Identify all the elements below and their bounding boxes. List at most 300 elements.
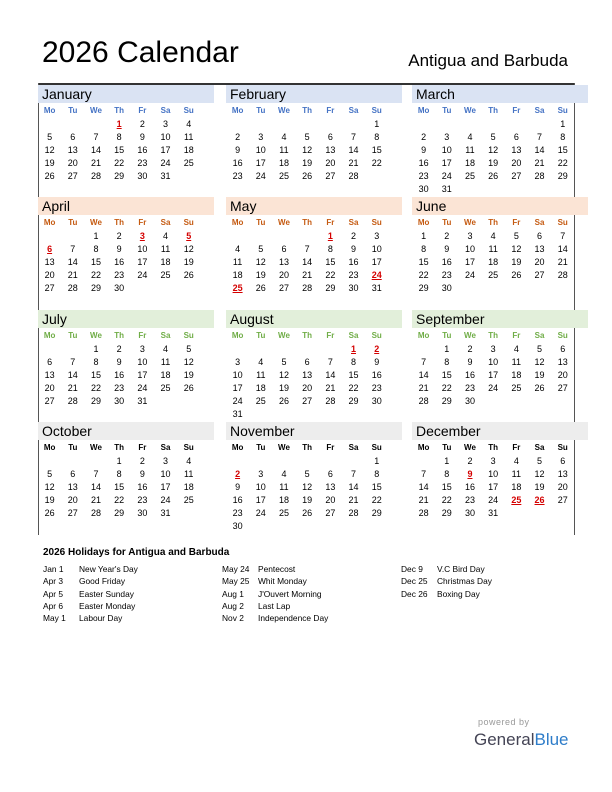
day-cell[interactable]: 26 bbox=[183, 383, 194, 393]
day-cell[interactable]: 3 bbox=[163, 119, 169, 129]
day-cell[interactable]: 15 bbox=[114, 145, 125, 155]
day-cell[interactable]: 20 bbox=[325, 158, 336, 168]
day-cell[interactable]: 6 bbox=[47, 244, 53, 254]
day-cell[interactable]: 4 bbox=[513, 344, 519, 354]
day-cell[interactable]: 22 bbox=[348, 383, 359, 393]
day-cell[interactable]: 9 bbox=[235, 145, 241, 155]
day-cell[interactable]: 6 bbox=[560, 456, 566, 466]
day-cell[interactable]: 10 bbox=[488, 357, 499, 367]
day-cell[interactable]: 2 bbox=[139, 119, 145, 129]
day-cell[interactable]: 9 bbox=[116, 357, 122, 367]
day-cell[interactable]: 22 bbox=[441, 383, 452, 393]
day-cell[interactable]: 23 bbox=[114, 270, 125, 280]
day-cell[interactable]: 18 bbox=[511, 370, 522, 380]
day-cell[interactable]: 6 bbox=[70, 132, 76, 142]
day-cell[interactable]: 31 bbox=[441, 184, 452, 194]
day-cell[interactable]: 11 bbox=[488, 244, 498, 254]
day-cell[interactable]: 19 bbox=[44, 158, 55, 168]
day-cell[interactable]: 19 bbox=[488, 158, 499, 168]
day-cell[interactable]: 12 bbox=[44, 145, 55, 155]
day-cell[interactable]: 21 bbox=[67, 383, 78, 393]
day-cell[interactable]: 23 bbox=[371, 383, 382, 393]
day-cell[interactable]: 13 bbox=[44, 257, 55, 267]
day-cell[interactable]: 4 bbox=[281, 469, 287, 479]
day-cell[interactable]: 28 bbox=[90, 508, 101, 518]
day-cell[interactable]: 12 bbox=[278, 370, 289, 380]
day-cell[interactable]: 18 bbox=[232, 270, 243, 280]
day-cell[interactable]: 17 bbox=[441, 158, 452, 168]
day-cell[interactable]: 17 bbox=[255, 158, 266, 168]
day-cell[interactable]: 5 bbox=[281, 357, 287, 367]
day-cell[interactable]: 23 bbox=[441, 270, 452, 280]
day-cell[interactable]: 30 bbox=[441, 283, 452, 293]
day-cell[interactable]: 23 bbox=[418, 171, 429, 181]
day-cell[interactable]: 24 bbox=[488, 495, 499, 505]
day-cell[interactable]: 26 bbox=[302, 508, 313, 518]
day-cell[interactable]: 24 bbox=[137, 383, 148, 393]
day-cell[interactable]: 12 bbox=[183, 244, 194, 254]
day-cell[interactable]: 21 bbox=[90, 158, 101, 168]
day-cell[interactable]: 14 bbox=[418, 370, 429, 380]
day-cell[interactable]: 27 bbox=[511, 171, 522, 181]
day-cell[interactable]: 11 bbox=[511, 357, 522, 367]
day-cell[interactable]: 2 bbox=[444, 231, 450, 241]
day-cell[interactable]: 12 bbox=[255, 257, 266, 267]
day-cell[interactable]: 21 bbox=[90, 495, 101, 505]
day-cell[interactable]: 9 bbox=[467, 469, 473, 479]
day-cell[interactable]: 27 bbox=[278, 283, 289, 293]
day-cell[interactable]: 20 bbox=[67, 495, 78, 505]
day-cell[interactable]: 28 bbox=[348, 508, 359, 518]
day-cell[interactable]: 4 bbox=[186, 119, 192, 129]
day-cell[interactable]: 19 bbox=[302, 158, 313, 168]
day-cell[interactable]: 25 bbox=[464, 171, 475, 181]
day-cell[interactable]: 16 bbox=[464, 370, 475, 380]
day-cell[interactable]: 28 bbox=[67, 283, 78, 293]
day-cell[interactable]: 5 bbox=[304, 469, 310, 479]
day-cell[interactable]: 18 bbox=[278, 158, 289, 168]
day-cell[interactable]: 24 bbox=[160, 495, 171, 505]
day-cell[interactable]: 25 bbox=[511, 383, 522, 393]
day-cell[interactable]: 30 bbox=[348, 283, 359, 293]
day-cell[interactable]: 27 bbox=[302, 396, 313, 406]
day-cell[interactable]: 10 bbox=[160, 469, 171, 479]
day-cell[interactable]: 21 bbox=[557, 257, 568, 267]
day-cell[interactable]: 15 bbox=[441, 370, 452, 380]
day-cell[interactable]: 29 bbox=[557, 171, 568, 181]
day-cell[interactable]: 2 bbox=[351, 231, 357, 241]
day-cell[interactable]: 11 bbox=[160, 244, 171, 254]
day-cell[interactable]: 14 bbox=[90, 145, 101, 155]
day-cell[interactable]: 2 bbox=[374, 344, 380, 354]
day-cell[interactable]: 6 bbox=[304, 357, 310, 367]
day-cell[interactable]: 15 bbox=[557, 145, 568, 155]
day-cell[interactable]: 3 bbox=[139, 231, 145, 241]
day-cell[interactable]: 22 bbox=[557, 158, 568, 168]
day-cell[interactable]: 1 bbox=[444, 344, 450, 354]
day-cell[interactable]: 27 bbox=[44, 396, 55, 406]
day-cell[interactable]: 12 bbox=[44, 482, 55, 492]
day-cell[interactable]: 25 bbox=[488, 270, 499, 280]
day-cell[interactable]: 14 bbox=[67, 257, 78, 267]
day-cell[interactable]: 28 bbox=[348, 171, 359, 181]
day-cell[interactable]: 28 bbox=[534, 171, 545, 181]
day-cell[interactable]: 6 bbox=[560, 344, 566, 354]
day-cell[interactable]: 26 bbox=[278, 396, 289, 406]
day-cell[interactable]: 2 bbox=[467, 456, 473, 466]
day-cell[interactable]: 30 bbox=[114, 283, 125, 293]
day-cell[interactable]: 22 bbox=[325, 270, 336, 280]
day-cell[interactable]: 8 bbox=[116, 132, 122, 142]
day-cell[interactable]: 15 bbox=[114, 482, 125, 492]
day-cell[interactable]: 17 bbox=[371, 257, 382, 267]
day-cell[interactable]: 7 bbox=[327, 357, 333, 367]
day-cell[interactable]: 22 bbox=[90, 383, 101, 393]
day-cell[interactable]: 7 bbox=[351, 469, 357, 479]
day-cell[interactable]: 17 bbox=[488, 370, 499, 380]
day-cell[interactable]: 16 bbox=[137, 482, 148, 492]
day-cell[interactable]: 6 bbox=[281, 244, 287, 254]
day-cell[interactable]: 18 bbox=[255, 383, 266, 393]
day-cell[interactable]: 19 bbox=[183, 257, 194, 267]
day-cell[interactable]: 10 bbox=[160, 132, 171, 142]
day-cell[interactable]: 9 bbox=[467, 357, 473, 367]
day-cell[interactable]: 3 bbox=[490, 456, 496, 466]
day-cell[interactable]: 23 bbox=[464, 383, 475, 393]
day-cell[interactable]: 27 bbox=[67, 508, 78, 518]
day-cell[interactable]: 5 bbox=[513, 231, 519, 241]
day-cell[interactable]: 14 bbox=[534, 145, 545, 155]
day-cell[interactable]: 15 bbox=[418, 257, 429, 267]
day-cell[interactable]: 13 bbox=[67, 482, 78, 492]
day-cell[interactable]: 10 bbox=[137, 244, 148, 254]
day-cell[interactable]: 30 bbox=[418, 184, 429, 194]
day-cell[interactable]: 30 bbox=[232, 521, 243, 531]
day-cell[interactable]: 25 bbox=[160, 383, 171, 393]
day-cell[interactable]: 28 bbox=[90, 171, 101, 181]
day-cell[interactable]: 24 bbox=[255, 508, 266, 518]
day-cell[interactable]: 2 bbox=[139, 456, 145, 466]
day-cell[interactable]: 29 bbox=[325, 283, 336, 293]
day-cell[interactable]: 22 bbox=[90, 270, 101, 280]
day-cell[interactable]: 11 bbox=[279, 482, 289, 492]
day-cell[interactable]: 11 bbox=[160, 357, 171, 367]
day-cell[interactable]: 8 bbox=[444, 357, 450, 367]
day-cell[interactable]: 4 bbox=[467, 132, 473, 142]
day-cell[interactable]: 6 bbox=[537, 231, 543, 241]
day-cell[interactable]: 26 bbox=[534, 383, 545, 393]
day-cell[interactable]: 26 bbox=[302, 171, 313, 181]
day-cell[interactable]: 29 bbox=[90, 396, 101, 406]
day-cell[interactable]: 4 bbox=[235, 244, 241, 254]
day-cell[interactable]: 22 bbox=[371, 495, 382, 505]
day-cell[interactable]: 8 bbox=[374, 132, 380, 142]
day-cell[interactable]: 11 bbox=[184, 132, 194, 142]
day-cell[interactable]: 22 bbox=[418, 270, 429, 280]
day-cell[interactable]: 5 bbox=[304, 132, 310, 142]
day-cell[interactable]: 18 bbox=[160, 257, 171, 267]
day-cell[interactable]: 5 bbox=[490, 132, 496, 142]
day-cell[interactable]: 27 bbox=[557, 383, 568, 393]
day-cell[interactable]: 3 bbox=[444, 132, 450, 142]
day-cell[interactable]: 17 bbox=[255, 495, 266, 505]
day-cell[interactable]: 18 bbox=[464, 158, 475, 168]
day-cell[interactable]: 19 bbox=[255, 270, 266, 280]
day-cell[interactable]: 9 bbox=[374, 357, 380, 367]
day-cell[interactable]: 27 bbox=[67, 171, 78, 181]
day-cell[interactable]: 24 bbox=[160, 158, 171, 168]
day-cell[interactable]: 1 bbox=[93, 344, 99, 354]
day-cell[interactable]: 23 bbox=[137, 495, 148, 505]
day-cell[interactable]: 6 bbox=[70, 469, 76, 479]
day-cell[interactable]: 17 bbox=[232, 383, 243, 393]
day-cell[interactable]: 2 bbox=[467, 344, 473, 354]
day-cell[interactable]: 25 bbox=[183, 158, 194, 168]
day-cell[interactable]: 24 bbox=[441, 171, 452, 181]
day-cell[interactable]: 14 bbox=[557, 244, 568, 254]
day-cell[interactable]: 28 bbox=[302, 283, 313, 293]
day-cell[interactable]: 17 bbox=[137, 370, 148, 380]
day-cell[interactable]: 7 bbox=[93, 469, 99, 479]
day-cell[interactable]: 17 bbox=[160, 145, 171, 155]
day-cell[interactable]: 14 bbox=[325, 370, 336, 380]
day-cell[interactable]: 4 bbox=[513, 456, 519, 466]
day-cell[interactable]: 29 bbox=[441, 508, 452, 518]
day-cell[interactable]: 14 bbox=[67, 370, 78, 380]
day-cell[interactable]: 20 bbox=[557, 370, 568, 380]
day-cell[interactable]: 18 bbox=[511, 482, 522, 492]
day-cell[interactable]: 4 bbox=[258, 357, 264, 367]
day-cell[interactable]: 23 bbox=[114, 383, 125, 393]
day-cell[interactable]: 7 bbox=[421, 357, 427, 367]
day-cell[interactable]: 29 bbox=[441, 396, 452, 406]
day-cell[interactable]: 8 bbox=[351, 357, 357, 367]
day-cell[interactable]: 19 bbox=[302, 495, 313, 505]
day-cell[interactable]: 13 bbox=[302, 370, 313, 380]
day-cell[interactable]: 18 bbox=[183, 145, 194, 155]
day-cell[interactable]: 19 bbox=[534, 370, 545, 380]
day-cell[interactable]: 29 bbox=[348, 396, 359, 406]
day-cell[interactable]: 22 bbox=[441, 495, 452, 505]
day-cell[interactable]: 19 bbox=[278, 383, 289, 393]
day-cell[interactable]: 8 bbox=[560, 132, 566, 142]
day-cell[interactable]: 20 bbox=[44, 270, 55, 280]
day-cell[interactable]: 23 bbox=[232, 171, 243, 181]
day-cell[interactable]: 15 bbox=[325, 257, 336, 267]
day-cell[interactable]: 24 bbox=[255, 171, 266, 181]
day-cell[interactable]: 21 bbox=[348, 495, 359, 505]
day-cell[interactable]: 11 bbox=[511, 469, 522, 479]
day-cell[interactable]: 20 bbox=[302, 383, 313, 393]
brand-logo[interactable] bbox=[474, 730, 569, 750]
day-cell[interactable]: 26 bbox=[488, 171, 499, 181]
day-cell[interactable]: 18 bbox=[183, 482, 194, 492]
day-cell[interactable]: 11 bbox=[256, 370, 266, 380]
day-cell[interactable]: 24 bbox=[488, 383, 499, 393]
day-cell[interactable]: 19 bbox=[183, 370, 194, 380]
day-cell[interactable]: 23 bbox=[232, 508, 243, 518]
day-cell[interactable]: 28 bbox=[557, 270, 568, 280]
day-cell[interactable]: 13 bbox=[534, 244, 545, 254]
day-cell[interactable]: 3 bbox=[258, 132, 264, 142]
day-cell[interactable]: 9 bbox=[421, 145, 427, 155]
day-cell[interactable]: 7 bbox=[560, 231, 566, 241]
day-cell[interactable]: 28 bbox=[418, 396, 429, 406]
day-cell[interactable]: 25 bbox=[511, 495, 522, 505]
day-cell[interactable]: 20 bbox=[325, 495, 336, 505]
day-cell[interactable]: 31 bbox=[137, 396, 148, 406]
day-cell[interactable]: 10 bbox=[441, 145, 452, 155]
day-cell[interactable]: 13 bbox=[325, 482, 336, 492]
day-cell[interactable]: 7 bbox=[304, 244, 310, 254]
day-cell[interactable]: 21 bbox=[325, 383, 336, 393]
day-cell[interactable]: 6 bbox=[513, 132, 519, 142]
day-cell[interactable]: 21 bbox=[67, 270, 78, 280]
day-cell[interactable]: 30 bbox=[114, 396, 125, 406]
day-cell[interactable]: 25 bbox=[278, 171, 289, 181]
day-cell[interactable]: 20 bbox=[44, 383, 55, 393]
day-cell[interactable]: 15 bbox=[371, 482, 382, 492]
day-cell[interactable]: 22 bbox=[114, 495, 125, 505]
day-cell[interactable]: 1 bbox=[351, 344, 357, 354]
day-cell[interactable]: 23 bbox=[348, 270, 359, 280]
day-cell[interactable]: 9 bbox=[235, 482, 241, 492]
day-cell[interactable]: 15 bbox=[441, 482, 452, 492]
day-cell[interactable]: 21 bbox=[534, 158, 545, 168]
day-cell[interactable]: 27 bbox=[325, 171, 336, 181]
day-cell[interactable]: 17 bbox=[464, 257, 475, 267]
day-cell[interactable]: 31 bbox=[160, 508, 171, 518]
day-cell[interactable]: 7 bbox=[70, 357, 76, 367]
day-cell[interactable]: 14 bbox=[348, 145, 359, 155]
day-cell[interactable]: 12 bbox=[534, 469, 545, 479]
day-cell[interactable]: 17 bbox=[488, 482, 499, 492]
day-cell[interactable]: 15 bbox=[348, 370, 359, 380]
day-cell[interactable]: 19 bbox=[534, 482, 545, 492]
day-cell[interactable]: 25 bbox=[232, 283, 243, 293]
day-cell[interactable]: 26 bbox=[183, 270, 194, 280]
day-cell[interactable]: 16 bbox=[418, 158, 429, 168]
day-cell[interactable]: 26 bbox=[511, 270, 522, 280]
day-cell[interactable]: 1 bbox=[374, 119, 380, 129]
day-cell[interactable]: 13 bbox=[44, 370, 55, 380]
day-cell[interactable]: 8 bbox=[327, 244, 333, 254]
day-cell[interactable]: 5 bbox=[47, 469, 53, 479]
day-cell[interactable]: 8 bbox=[93, 357, 99, 367]
day-cell[interactable]: 21 bbox=[348, 158, 359, 168]
day-cell[interactable]: 15 bbox=[90, 370, 101, 380]
day-cell[interactable]: 7 bbox=[537, 132, 543, 142]
day-cell[interactable]: 18 bbox=[488, 257, 499, 267]
day-cell[interactable]: 9 bbox=[444, 244, 450, 254]
day-cell[interactable]: 24 bbox=[371, 270, 382, 280]
day-cell[interactable]: 6 bbox=[327, 469, 333, 479]
day-cell[interactable]: 22 bbox=[114, 158, 125, 168]
day-cell[interactable]: 17 bbox=[160, 482, 171, 492]
day-cell[interactable]: 29 bbox=[90, 283, 101, 293]
day-cell[interactable]: 30 bbox=[371, 396, 382, 406]
day-cell[interactable]: 3 bbox=[258, 469, 264, 479]
day-cell[interactable]: 23 bbox=[137, 158, 148, 168]
day-cell[interactable]: 19 bbox=[44, 495, 55, 505]
day-cell[interactable]: 9 bbox=[116, 244, 122, 254]
day-cell[interactable]: 13 bbox=[511, 145, 522, 155]
day-cell[interactable]: 9 bbox=[139, 132, 145, 142]
day-cell[interactable]: 29 bbox=[114, 171, 125, 181]
day-cell[interactable]: 2 bbox=[116, 231, 122, 241]
day-cell[interactable]: 21 bbox=[302, 270, 313, 280]
day-cell[interactable]: 9 bbox=[139, 469, 145, 479]
day-cell[interactable]: 4 bbox=[163, 344, 169, 354]
day-cell[interactable]: 17 bbox=[137, 257, 148, 267]
day-cell[interactable]: 12 bbox=[534, 357, 545, 367]
day-cell[interactable]: 31 bbox=[160, 171, 171, 181]
day-cell[interactable]: 4 bbox=[281, 132, 287, 142]
day-cell[interactable]: 1 bbox=[327, 231, 333, 241]
day-cell[interactable]: 26 bbox=[44, 508, 55, 518]
day-cell[interactable]: 10 bbox=[255, 482, 266, 492]
day-cell[interactable]: 5 bbox=[537, 344, 543, 354]
day-cell[interactable]: 16 bbox=[137, 145, 148, 155]
day-cell[interactable]: 10 bbox=[464, 244, 475, 254]
day-cell[interactable]: 27 bbox=[325, 508, 336, 518]
day-cell[interactable]: 3 bbox=[467, 231, 473, 241]
day-cell[interactable]: 20 bbox=[67, 158, 78, 168]
day-cell[interactable]: 28 bbox=[418, 508, 429, 518]
day-cell[interactable]: 11 bbox=[184, 469, 194, 479]
day-cell[interactable]: 25 bbox=[255, 396, 266, 406]
day-cell[interactable]: 27 bbox=[557, 495, 568, 505]
day-cell[interactable]: 10 bbox=[137, 357, 148, 367]
day-cell[interactable]: 4 bbox=[163, 231, 169, 241]
day-cell[interactable]: 30 bbox=[464, 508, 475, 518]
day-cell[interactable]: 25 bbox=[183, 495, 194, 505]
day-cell[interactable]: 16 bbox=[348, 257, 359, 267]
day-cell[interactable]: 8 bbox=[444, 469, 450, 479]
day-cell[interactable]: 25 bbox=[278, 508, 289, 518]
day-cell[interactable]: 2 bbox=[235, 132, 241, 142]
day-cell[interactable]: 7 bbox=[421, 469, 427, 479]
day-cell[interactable]: 14 bbox=[418, 482, 429, 492]
day-cell[interactable]: 3 bbox=[374, 231, 380, 241]
day-cell[interactable]: 21 bbox=[418, 495, 429, 505]
day-cell[interactable]: 8 bbox=[374, 469, 380, 479]
day-cell[interactable]: 27 bbox=[44, 283, 55, 293]
day-cell[interactable]: 13 bbox=[325, 145, 336, 155]
day-cell[interactable]: 1 bbox=[116, 119, 122, 129]
day-cell[interactable]: 26 bbox=[255, 283, 266, 293]
day-cell[interactable]: 5 bbox=[186, 231, 192, 241]
day-cell[interactable]: 10 bbox=[255, 145, 266, 155]
day-cell[interactable]: 2 bbox=[421, 132, 427, 142]
day-cell[interactable]: 29 bbox=[371, 508, 382, 518]
day-cell[interactable]: 5 bbox=[47, 132, 53, 142]
day-cell[interactable]: 1 bbox=[444, 456, 450, 466]
day-cell[interactable]: 16 bbox=[114, 370, 125, 380]
day-cell[interactable]: 10 bbox=[488, 469, 499, 479]
day-cell[interactable]: 5 bbox=[186, 344, 192, 354]
day-cell[interactable]: 29 bbox=[114, 508, 125, 518]
day-cell[interactable]: 3 bbox=[139, 344, 145, 354]
day-cell[interactable]: 16 bbox=[371, 370, 382, 380]
day-cell[interactable]: 22 bbox=[371, 158, 382, 168]
day-cell[interactable]: 16 bbox=[232, 495, 243, 505]
day-cell[interactable]: 25 bbox=[160, 270, 171, 280]
day-cell[interactable]: 11 bbox=[465, 145, 475, 155]
day-cell[interactable]: 1 bbox=[116, 456, 122, 466]
day-cell[interactable]: 31 bbox=[488, 508, 499, 518]
day-cell[interactable]: 28 bbox=[67, 396, 78, 406]
